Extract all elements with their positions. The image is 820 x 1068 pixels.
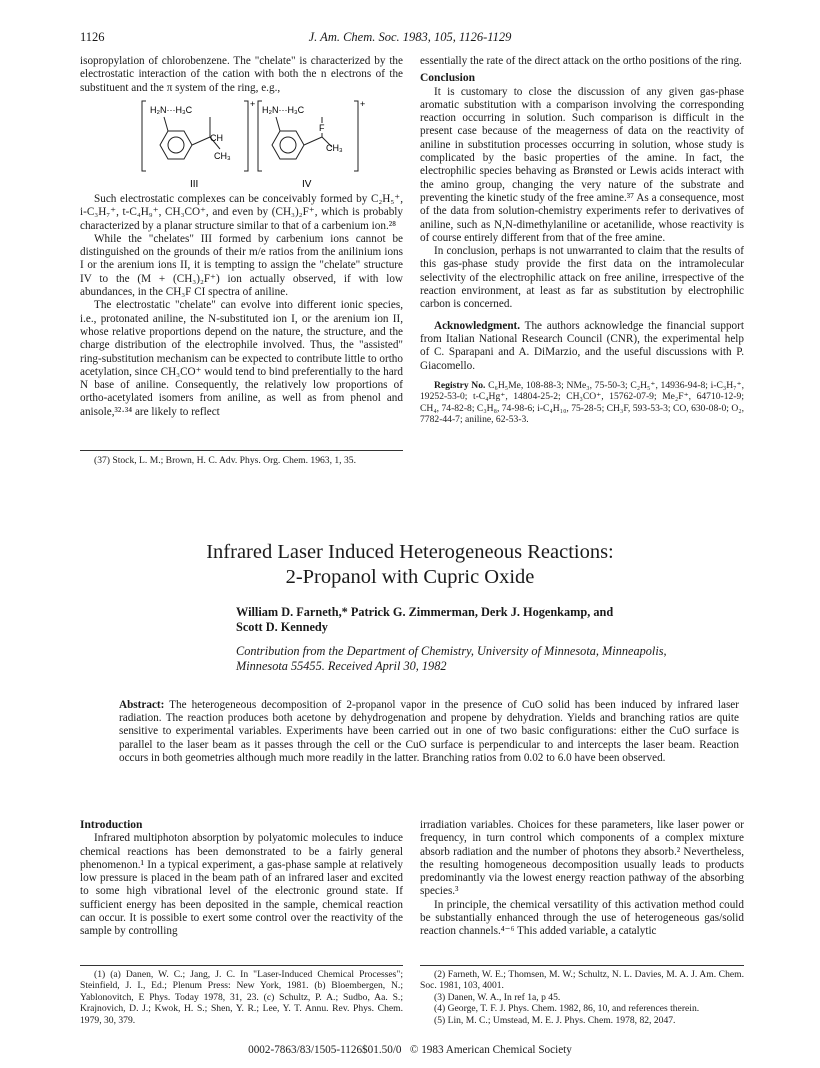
abstract-label: Abstract: <box>119 699 165 711</box>
paragraph: Infrared multiphoton absorption by polyatomic molecules to induce chemical reactions has been demonstrated to be a fairly general phenomenon.¹ In a typical experiment, a gas-phase sample at relatively low pressure is placed in the beam path of an infrared laser and excited to some high vibrational level of the electronic ground state. If sufficient energy has been deposited in the sample, chemical reaction can occur. It is possible to exert some control over the reactivity of the sample by controlling <box>80 832 403 938</box>
paragraph: While the "chelates" III formed by carbenium ions cannot be distinguished on the grounds of their m/e ratios from the anilinium ions I or the arenium ions II, it is tempting to assign the "chelate" structure IV to the (M + (CH₃)₂F⁺) ion actually observed, if with low abundances, in the CH₃F CI spectra of aniline. <box>80 232 403 299</box>
footnote-2: (2) Farneth, W. E.; Thomsen, M. W.; Schultz, N. L. Davies, M. A. J. Am. Chem. Soc. 1981, 103, 4001. <box>420 969 744 992</box>
structure-iii-ch-label: CH <box>210 133 223 143</box>
intro-right-column <box>420 819 744 939</box>
acknowledgment <box>420 320 744 373</box>
registry-heading: Registry No. <box>434 379 486 391</box>
paragraph: irradiation variables. Choices for these parameters, like laser power or frequency, in turn control which components of a complex mixture absorb radiation and the number of photons they absorb.² Nevertheless, the resulting homogeneous decomposition usually leads to products predominantly via the lowest energy reaction pathway of the absorbing species.³ <box>420 819 744 898</box>
affiliation <box>236 644 756 673</box>
title-line: Infrared Laser Induced Heterogeneous Reactions: <box>206 541 614 563</box>
paragraph: essentially the rate of the direct attack on the ortho positions of the ring. <box>420 55 742 67</box>
footnote <box>80 455 403 466</box>
footnotes-right <box>420 969 744 1026</box>
footnote-3: (3) Danen, W. A., In ref 1a, p 45. <box>434 991 561 1003</box>
registry-numbers <box>420 380 744 426</box>
article-title <box>0 540 820 590</box>
charge-label: + <box>250 99 256 109</box>
acknowledgment-text: The authors acknowledge the financial support from Italian National Research Council (CNR), the experimental help of C. Sparapani and A. DiMarzio, and the useful discussions with P. Giacomello. <box>420 319 744 372</box>
paragraph: The electrostatic "chelate" can evolve into different ionic species, i.e., protonated aniline, the N-substituted ion I, or the arenium ion II, whose relative proportions depend on the nature, the structure, and the charge distribution of the electrophile involved. Thus, the "assisted" ring-substitution mechanism can be expected to contribute little to ortho acetylation, since CH₃CO⁺ would tend to bind preferentially to the hard N base of aniline. Consequently, the relatively low proportions of ortho-acetylated isomers from aniline, as well as from phenol and anisole,³²·³⁴ are likely to reflect <box>80 299 403 418</box>
paragraph: In principle, the chemical versatility of this activation method could be substantially enhanced through the use of heterogeneous gas/solid reaction channels.⁴⁻⁶ This added variable, a catalytic <box>420 898 744 938</box>
paragraph: It is customary to close the discussion of any given gas-phase aromatic substitution with a comparison involving the corresponding reaction occurring in solution. Such comparison is difficult in the present case because of the meagerness of data on the reactivity of aniline in substitution processes occurring in solution, whose study is complicated by the basic properties of the amine. In fact, the electrophilic species behaving as Brønsted or Lewis acids interact with the amino group, changing the very nature of the substrate and preventing the kinetic study of the free amine.³⁷ As a consequence, most of the data from solution-chemistry experiments refer to derivatives of aniline, such as N,N-dimethylaniline or acetanilide, whose reactivity is of course entirely different from that of the free amine. <box>420 85 744 244</box>
structure-iii-label: III <box>190 179 199 189</box>
footnote-divider <box>80 965 403 966</box>
footnote-1: (1) (a) Danen, W. C.; Jang, J. C. In "Laser-Induced Chemical Processes"; Steinfield, J. I., Ed.; Plenum Press: New York, 1981. (b) Bloembergen, N.; Yablonovitch, E Phys. Today 1978, 31, 23. (c) Schultz, P. A.; Sudbo, Aa. S.; Krajnovich, D. J.; Kwok, H. S.; Shen, Y. R.; Lee, Y. T. Annu. Rev. Phys. Chem. 1979, 30, 379. <box>80 969 403 1026</box>
footnote-37: (37) Stock, L. M.; Brown, H. C. Adv. Phys. Org. Chem. 1963, 1, 35. <box>94 455 356 466</box>
journal-citation: J. Am. Chem. Soc. 1983, 105, 1126-1129 <box>308 30 512 44</box>
page-number: 1126 <box>80 30 105 44</box>
footnote-4: (4) George, T. F. J. Phys. Chem. 1982, 86, 10, and references therein. <box>434 1003 700 1015</box>
structure-iv-label: IV <box>302 179 312 189</box>
charge-label: + <box>360 99 366 109</box>
title-line: 2-Propanol with Cupric Oxide <box>285 566 535 588</box>
affiliation-line: Minnesota 55455. Received April 30, 1982 <box>236 658 447 673</box>
intro-left-column <box>80 819 403 939</box>
structure-iii-ch3-label: CH₃ <box>214 151 231 161</box>
structure-iv-ch3-label: CH₃ <box>326 143 343 153</box>
paragraph: In conclusion, perhaps is not unwarranted to claim that the results of this gas-phase study provide the first data on the intramolecular selectivity of the electrophilic attack on free aniline, irrespective of the reaction environment, at least as far as substitution by electrophilic carbon is concerned. <box>420 245 744 311</box>
footnote-divider <box>80 450 403 451</box>
acknowledgment-heading: Acknowledgment. <box>434 319 521 332</box>
introduction-heading: Introduction <box>80 819 143 831</box>
author-list <box>236 605 756 634</box>
footnotes-left <box>80 969 403 1026</box>
footnote-divider <box>420 965 744 966</box>
authors-line: William D. Farneth,* Patrick G. Zimmerman, Derk J. Hogenkamp, and <box>236 605 614 619</box>
registry-text: C₆H₅Me, 108-88-3; NMe₃, 75-50-3; C₂H₅⁺, 14936-94-8; i-C₃H₇⁺, 19252-53-0; t-C₄Hg⁺, 14804-25-2; CH₃CO⁺, 15762-07-9; Me₂F⁺, 64710-12-9; CH₄, 74-82-8; C₃H₈, 74-98-6; i-C₄H₁₀, 75-28-5; CH₃F, 593-53-3; CO, 630-08-0; O₂, 7782-44-7; aniline, 62-53-3. <box>420 379 744 426</box>
prev-article-left-column-cont <box>80 193 403 419</box>
structure-iv-top-label: H₂N···H₃C <box>262 105 305 115</box>
structure-iii-top-label: H₂N···H₃C <box>150 105 193 115</box>
affiliation-line: Contribution from the Department of Chemistry, University of Minnesota, Minneapolis, <box>236 644 667 658</box>
paragraph: Such electrostatic complexes can be conceivably formed by C₂H₅⁺, i-C₃H₇⁺, t-C₄H₉⁺, CH₃CO⁺, and even by (CH₃)₂F⁺, which is probably characterized by a planar structure similar to that of a carbenium ion.²⁸ <box>80 193 403 232</box>
prev-article-right-column <box>420 55 744 425</box>
abstract-text: The heterogeneous decomposition of 2-propanol vapor in the presence of CuO solid has been induced by infrared laser radiation. The reaction produces both acetone by dehydrogenation and propene by dehydration. Yields and branching ratios are quite sensitive to experimental variables. Experiments have been carried out in one of two basic configurations: either the CuO surface is parallel to the laser beam as it passes through the cell or the CuO surface is perpendicular to and intercepts the laser beam. Reaction occurs in both geometries although much more readily in the latter. Branching ratios from 0.02 to 6.0 have been observed. <box>119 699 739 764</box>
authors-line: Scott D. Kennedy <box>236 619 328 634</box>
footnote-5: (5) Lin, M. C.; Umstead, M. E. J. Phys. Chem. 1978, 82, 2047. <box>434 1014 676 1026</box>
structure-iv-f-label: F <box>319 123 325 133</box>
conclusion-heading: Conclusion <box>420 72 475 85</box>
prev-article-left-column <box>80 55 403 95</box>
paragraph: isopropylation of chlorobenzene. The "chelate" is characterized by the electrostatic interaction of the cation with both the n electrons of the substituent and the π system of the ring, e.g., <box>80 55 403 94</box>
abstract <box>119 699 739 765</box>
copyright-footer: 0002-7863/83/1505-1126$01.50/0 © 1983 American Chemical Society <box>248 1044 572 1056</box>
chelate-structures-figure <box>140 97 372 189</box>
